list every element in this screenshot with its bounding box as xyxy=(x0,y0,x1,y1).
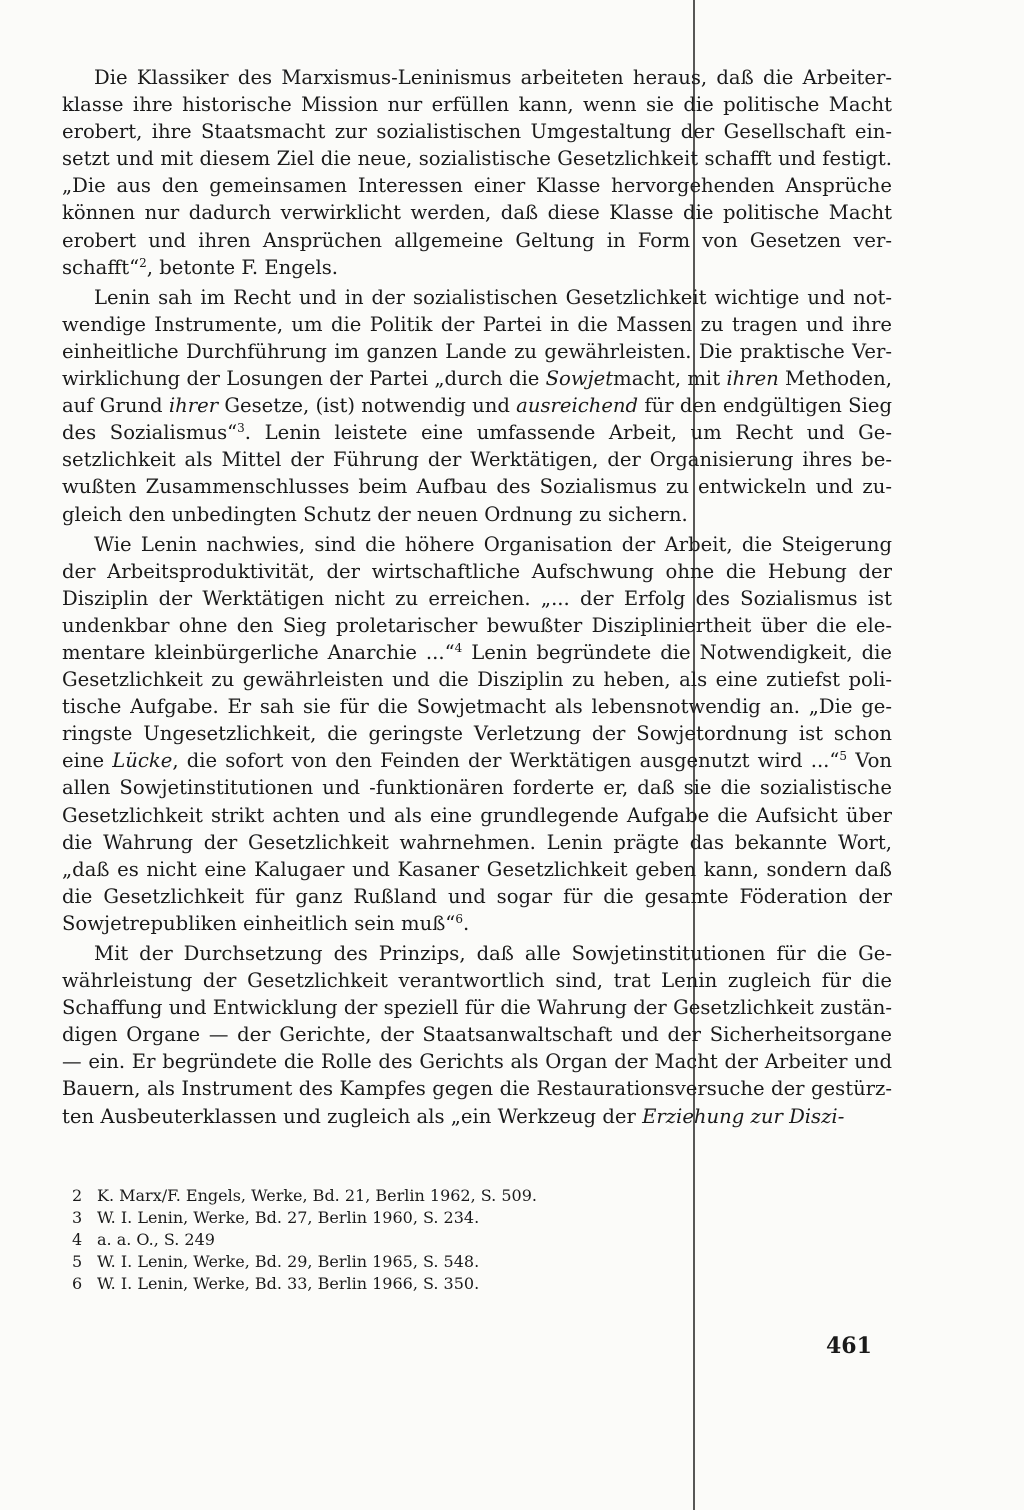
footnote xyxy=(72,1185,772,1207)
footnote-ref: 2 xyxy=(139,255,147,270)
footnote-number: 5 xyxy=(72,1252,83,1271)
text-run: Gesetze, (ist) notwendig und xyxy=(218,394,517,418)
footnote-number: 3 xyxy=(72,1208,83,1227)
text-run: für den endgültigen Sieg des Sozialismus“ xyxy=(62,394,892,445)
text-run: Methoden, auf Grund xyxy=(62,367,892,418)
text-run: Lenin begründete die Notwendigkeit, die Gesetzlichkeit zu gewährleisten und die Disziplin zu heben, als eine zutiefst politische Aufgabe. Er sah sie für die Sowjetmacht als lebensnotwendig an. „Die geringste Ungesetzlichkeit, die geringste Verletzung der Sowjetordnung ist schon eine xyxy=(62,640,892,773)
paragraph xyxy=(62,64,892,281)
text-run: . xyxy=(462,911,470,935)
footnote-text: W. I. Lenin, Werke, Bd. 33, Berlin 1966, S. 350. xyxy=(97,1274,480,1293)
footnote-ref: 3 xyxy=(237,421,245,436)
footnote-text: W. I. Lenin, Werke, Bd. 27, Berlin 1960, S. 234. xyxy=(97,1208,480,1227)
footnote xyxy=(72,1251,772,1273)
footnote-text: W. I. Lenin, Werke, Bd. 29, Berlin 1965, S. 548. xyxy=(97,1252,480,1271)
text-run: Die Klassiker des Marxismus-Leninismus arbeiteten heraus, daß die Arbeiterklasse ihre historische Mission nur erfüllen kann, wenn sie die politische Macht erobert, ihre Staatsmacht zur sozialistischen Umgestaltung der Gesellschaft einsetzt und mit diesem Ziel die neue, sozialistische Gesetzlichkeit schafft und festigt. „Die aus den gemeinsamen Interessen einer Klasse hervorgehenden Ansprüche können nur dadurch verwirklicht werden, daß diese Klasse die politische Macht erobert und ihren Ansprüchen allgemeine Geltung in Form von Gesetzen verschafft“ xyxy=(62,66,892,279)
emphasis-text: Lücke xyxy=(112,749,173,773)
text-run: Mit der Durchsetzung des Prinzips, daß alle Sowjetinstitutionen für die Gewährleistung der Gesetzlichkeit verantwortlich sind, trat Lenin zugleich für die Schaffung und Entwicklung der speziell für die Wahrung der Gesetzlichkeit zuständigen Organe — der Gerichte, der Staatsanwaltschaft und der Sicherheitsorgane — ein. Er begründete die Rolle des Gerichts als Organ der Macht der Arbeiter und Bauern, als Instrument des Kampfes gegen die Restaurationsversuche der gestürzten Ausbeuterklassen und zugleich als „ein Werkzeug der xyxy=(62,942,892,1128)
paragraph xyxy=(62,531,892,937)
emphasis-text: ausreichend xyxy=(516,394,639,418)
footnote-ref: 6 xyxy=(455,911,463,926)
footnote-number: 6 xyxy=(72,1274,83,1293)
footnotes xyxy=(72,1185,772,1295)
text-run: , betonte F. Engels. xyxy=(146,255,338,279)
text-run: Wie Lenin nachwies, sind die höhere Organisation der Arbeit, die Steigerung der Arbeitsproduktivität, der wirtschaftliche Aufschwung ohne die Hebung der Disziplin der Werktätigen nicht zu erreichen. „... der Erfolg des Sozialismus ist undenkbar ohne den Sieg proletarischer bewußter Diszipliniertheit über die elementare kleinbürgerliche Anarchie ...“ xyxy=(62,532,892,664)
footnote xyxy=(72,1207,772,1229)
footnote xyxy=(72,1273,772,1295)
page-number: 461 xyxy=(826,1333,872,1359)
footnote-number: 2 xyxy=(72,1186,83,1205)
footnote-number: 4 xyxy=(72,1230,83,1249)
emphasis-text: Sowjet xyxy=(545,367,614,391)
text-run: . Lenin leistete eine umfassende Arbeit, um Recht und Gesetzlichkeit als Mittel der Führung der Werktätigen, der Organisierung ihres bewußten Zusammenschlusses beim Aufbau des Sozialismus zu entwickeln und zugleich den unbedingten Schutz der neuen Ordnung zu sichern. xyxy=(62,421,892,526)
footnote-ref: 5 xyxy=(839,749,848,764)
emphasis-text: ihrer xyxy=(168,394,219,418)
footnote xyxy=(72,1229,772,1251)
emphasis-text: Erziehung zur Diszi- xyxy=(642,1104,845,1128)
text-run: Von allen Sowjetinstitutionen und -funktionären forderte er, daß sie die sozialistische Gesetzlichkeit strikt achten und als eine grundlegende Aufgabe die Aufsicht über die Wahrung der Gesetzlichkeit wahrnehmen. Lenin prägte das bekannte Wort, „daß es nicht eine Kalugaer und Kasaner Gesetzlichkeit geben kann, sondern daß die Gesetzlichkeit für ganz Rußland und sogar für die gesamte Föderation der Sowjetrepubliken einheitlich sein muß“ xyxy=(62,749,892,935)
footnote-ref: 4 xyxy=(454,640,463,655)
emphasis-text: ihren xyxy=(726,367,779,391)
text-run: , die sofort von den Feinden der Werktätigen ausgenutzt wird ...“ xyxy=(172,749,840,773)
text-run: macht, mit xyxy=(613,367,727,391)
footnote-text: K. Marx/F. Engels, Werke, Bd. 21, Berlin 1962, S. 509. xyxy=(97,1186,537,1205)
text-run: Lenin sah im Recht und in der sozialistischen Gesetzlichkeit wichtige und notwendige Instrumente, um die Politik der Partei in die Massen zu tragen und ihre einheitliche Durchführung im ganzen Lande zu gewährleisten. Die praktische Verwirklichung der Losungen der Partei „durch die xyxy=(62,285,892,391)
paragraph xyxy=(62,940,892,1130)
body-text xyxy=(62,64,892,1130)
footnote-text: a. a. O., S. 249 xyxy=(97,1230,215,1249)
paragraph xyxy=(62,284,892,528)
